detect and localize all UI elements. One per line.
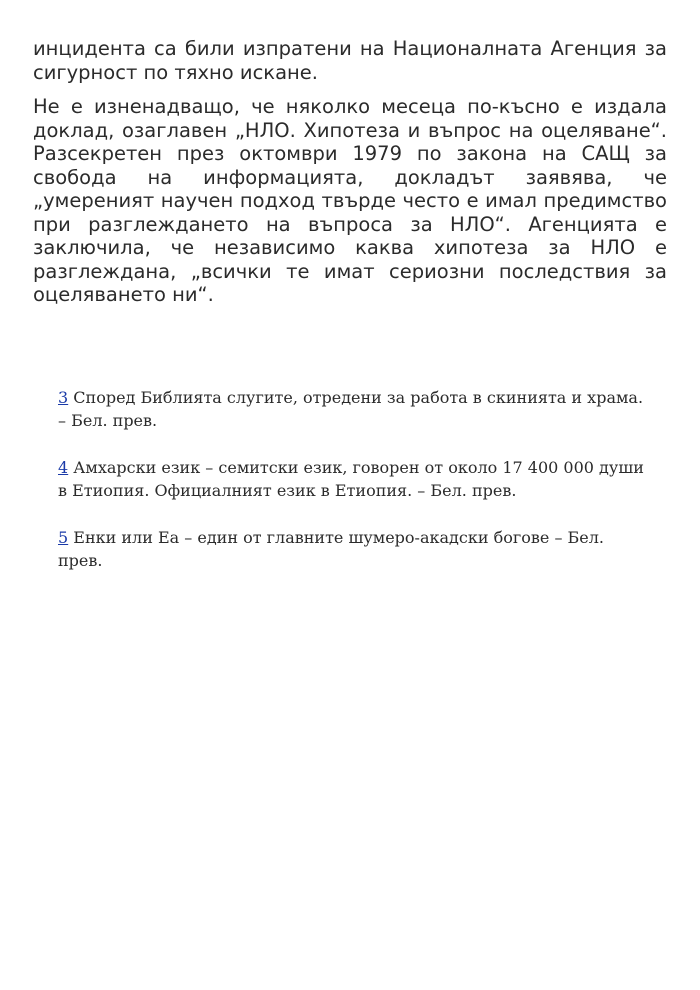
footnote-text-5: Енки или Еа – един от главните шумеро-акадски богове – Бел. прев. [58,528,605,570]
footnote-text-3: Според Библията слугите, отредени за работа в скинията и храма. – Бел. прев. [58,388,644,430]
footnote-link-3[interactable]: 3 [58,388,69,407]
footnote-4 [58,456,648,502]
body-paragraph-1: инцидента са били изпратени на Националната Агенция за сигурност по тяхно искане. [33,37,667,84]
footnote-3 [58,386,648,432]
footnote-link-5[interactable]: 5 [58,528,69,547]
footnotes-section [58,386,648,596]
footnote-text-4: Амхарски език – семитски език, говорен от около 17 400 000 души в Етиопия. Официалният език в Етиопия. – Бел. прев. [58,458,644,500]
footnote-link-4[interactable]: 4 [58,458,69,477]
body-paragraph-2: Не е изненадващо, че няколко месеца по-късно е издала доклад, озаглавен „НЛО. Хипотеза и въпрос на оцеляване“. Разсекретен през октомври 1979 по закона на САЩ за свобода на информацията, докладът заявява, че „умереният научен подход твърде често е имал предимство при разглеждането на въпроса за НЛО“. Агенцията е заключила, че независимо каква хипотеза за НЛО е разглеждана, „всички те имат сериозни последствия за оцеляването ни“. [33,95,667,306]
footnote-5 [58,526,648,572]
